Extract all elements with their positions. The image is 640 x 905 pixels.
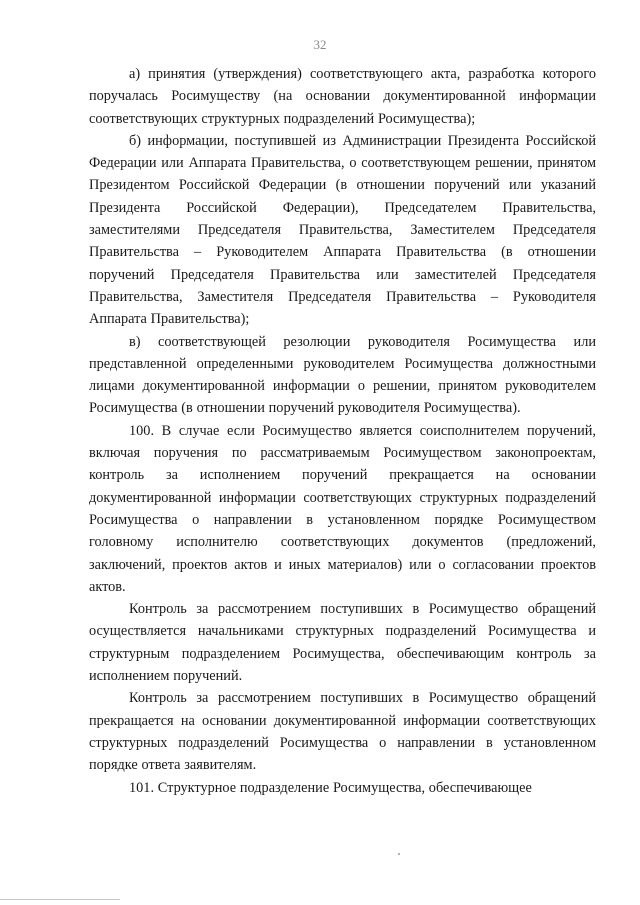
scan-edge-line <box>0 899 120 900</box>
scan-speck <box>398 853 400 855</box>
document-body <box>89 63 596 799</box>
paragraph-100: 100. В случае если Росимущество является соисполнителем поручений, включая поручения по рассматриваемым Росимуществом законопроектам, контроль за исполнением поручений прекращается на основании документированной информации соответствующих структурных подразделений Росимущества о направлении в установленном порядке Росимуществом головному исполнителю соответствующих документов (предложений, заключений, проектов актов и иных материалов) или о согласовании проектов актов. <box>89 422 596 595</box>
paragraph-b: б) информации, поступившей из Администрации Президента Российской Федерации или Аппарата Правительства, о соответствующем решении, принятом Президентом Российской Федерации (в отношении поручений или указаний Президента Российской Федерации), Председателем Правительства, заместителями Председателя Правительства, Заместителем Председателя Правительства – Руководителем Аппарата Правительства (в отношении поручений Председателя Правительства или заместителей Председателя Правительства, Заместителя Председателя Правительства – Руководителя Аппарата Правительства); <box>89 132 596 328</box>
paragraph-a: а) принятия (утверждения) соответствующего акта, разработка которого поручалась Росимуществу (на основании документированной информации соответствующих структурных подразделений Росимущества); <box>89 66 596 127</box>
paragraph-c: в) соответствующей резолюции руководителя Росимущества или представленной определенными руководителем Росимущества должностными лицами документированной информации о решении, принятом руководителем Росимущества (в отношении поручений руководителя Росимущества). <box>89 333 596 417</box>
page-number: 32 <box>313 37 327 52</box>
paragraph-101: 101. Структурное подразделение Росимущества, обеспечивающее <box>129 779 532 796</box>
paragraph-control-termination: Контроль за рассмотрением поступивших в Росимущество обращений прекращается на основании документированной информации соответствующих структурных подразделений Росимущества о направлении в установленном порядке ответа заявителям. <box>89 690 596 774</box>
paragraph-control-appeals: Контроль за рассмотрением поступивших в Росимущество обращений осуществляется начальниками структурных подразделений Росимущества и структурным подразделением Росимущества, обеспечивающим контроль за исполнением поручений. <box>89 601 596 685</box>
